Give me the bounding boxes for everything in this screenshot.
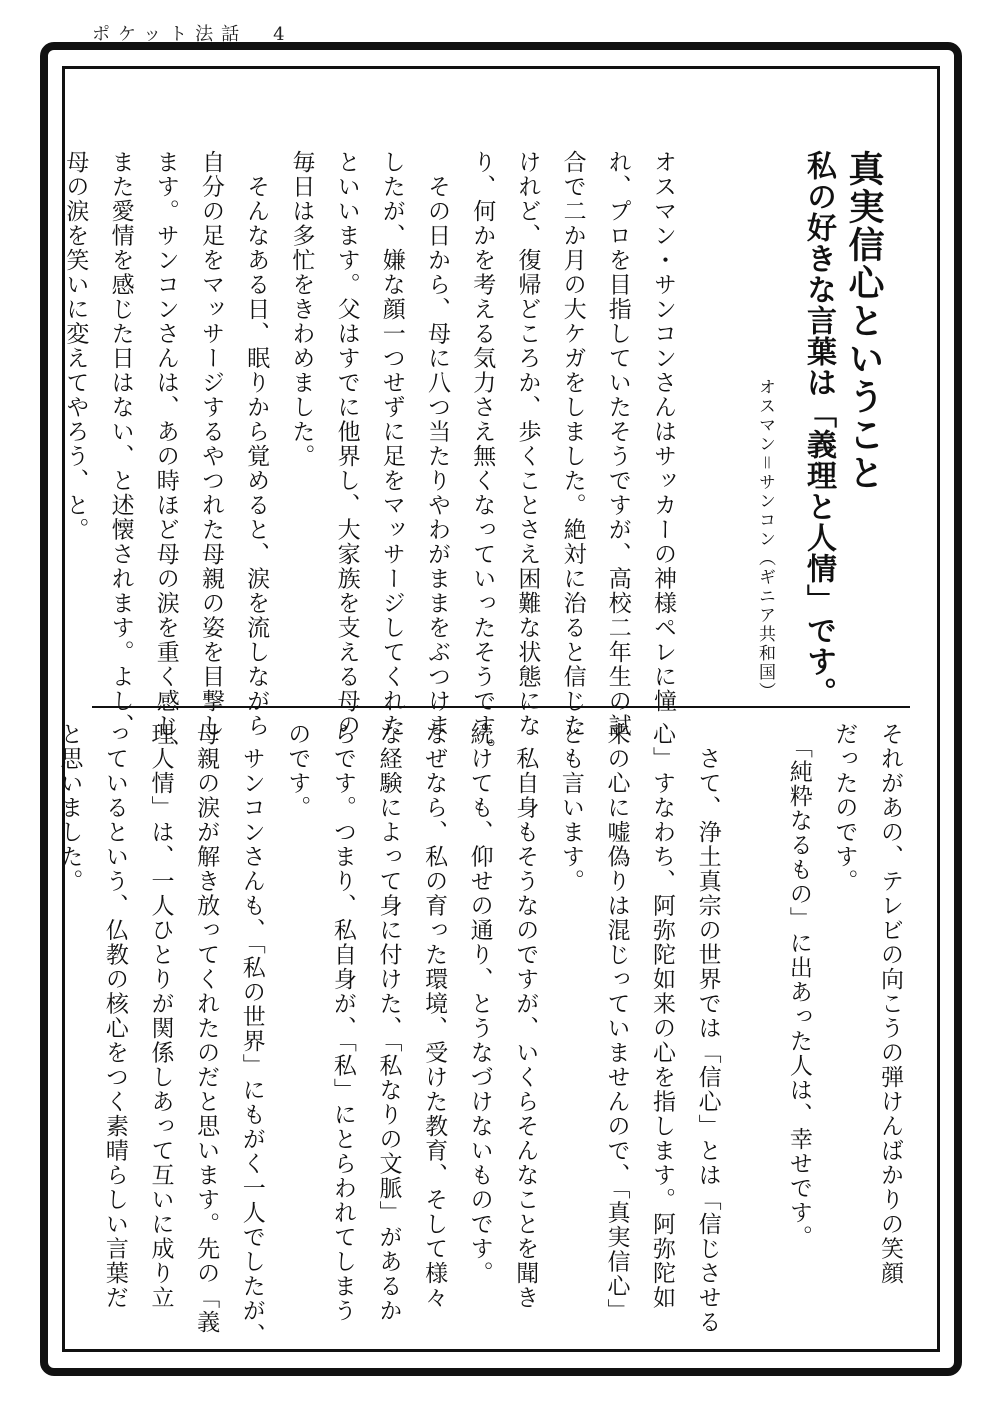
article-title: 真実信心ということ <box>843 150 885 492</box>
article-subtitle: 私の好きな言葉は「義理と人情」です。 <box>801 150 836 708</box>
article-author: オスマン＝サンコン（ギニア共和国） <box>755 378 775 701</box>
body-text-bottom: それがあの、テレビの向こうの弾けんばかりの笑顔 だったのです。 「純粋なるもの」に出あった人は、幸せです。 さて、浄土真宗の世界では「信心」とは「信じさせる 心」すなわち、阿弥陀如来の心を指します。阿弥陀如 来の心に嘘偽りは混じっていませんので、「真実信心」 とも言います。 私自身もそうなのですが、いくらそんなことを聞き 続けても、仰せの通り、とうなづけないものです。 なぜなら、私の育った環境、受けた教育、そして様々 な経験によって身に付けた、「私なりの文脈」があるか らです。つまり、私自身が、「私」にとらわれてしまう のです。 サンコンさんも、「私の世界」にもがく一人でしたが、 母親の涙が解き放ってくれたのだと思います。先の「義 理人情」は、一人ひとりが関係しあって互いに成り立 っているという、仏教の核心をつく素晴らしい言葉だ と思いました。 <box>56 722 903 1348</box>
page-header: ポケット法話 4 <box>92 24 293 45</box>
body-text-top: オスマン・サンコンさんはサッカーの神様ペレに憧 れ、プロを目指していたそうですが、高校二年生の試 合で二か月の大ケガをしました。絶対に治ると信じた けれど、復帰どころか、歩くことさえ困難な状態にな り、何かを考える気力さえ無くなっていったそうです。 その日から、母に八つ当たりやわがままをぶつけま したが、嫌な顔一つせずに足をマッサージしてくれた といいます。父はすでに他界し、大家族を支える母の 毎日は多忙をきわめました。 そんなある日、眠りから覚めると、涙を流しながら 自分の足をマッサージするやつれた母親の姿を目撃し ます。サンコンさんは、あの時ほど母の涙を重く感じ、 また愛情を感じた日はない、と述懐されます。よし、 母の涙を笑いに変えてやろう、と。 <box>62 150 676 763</box>
